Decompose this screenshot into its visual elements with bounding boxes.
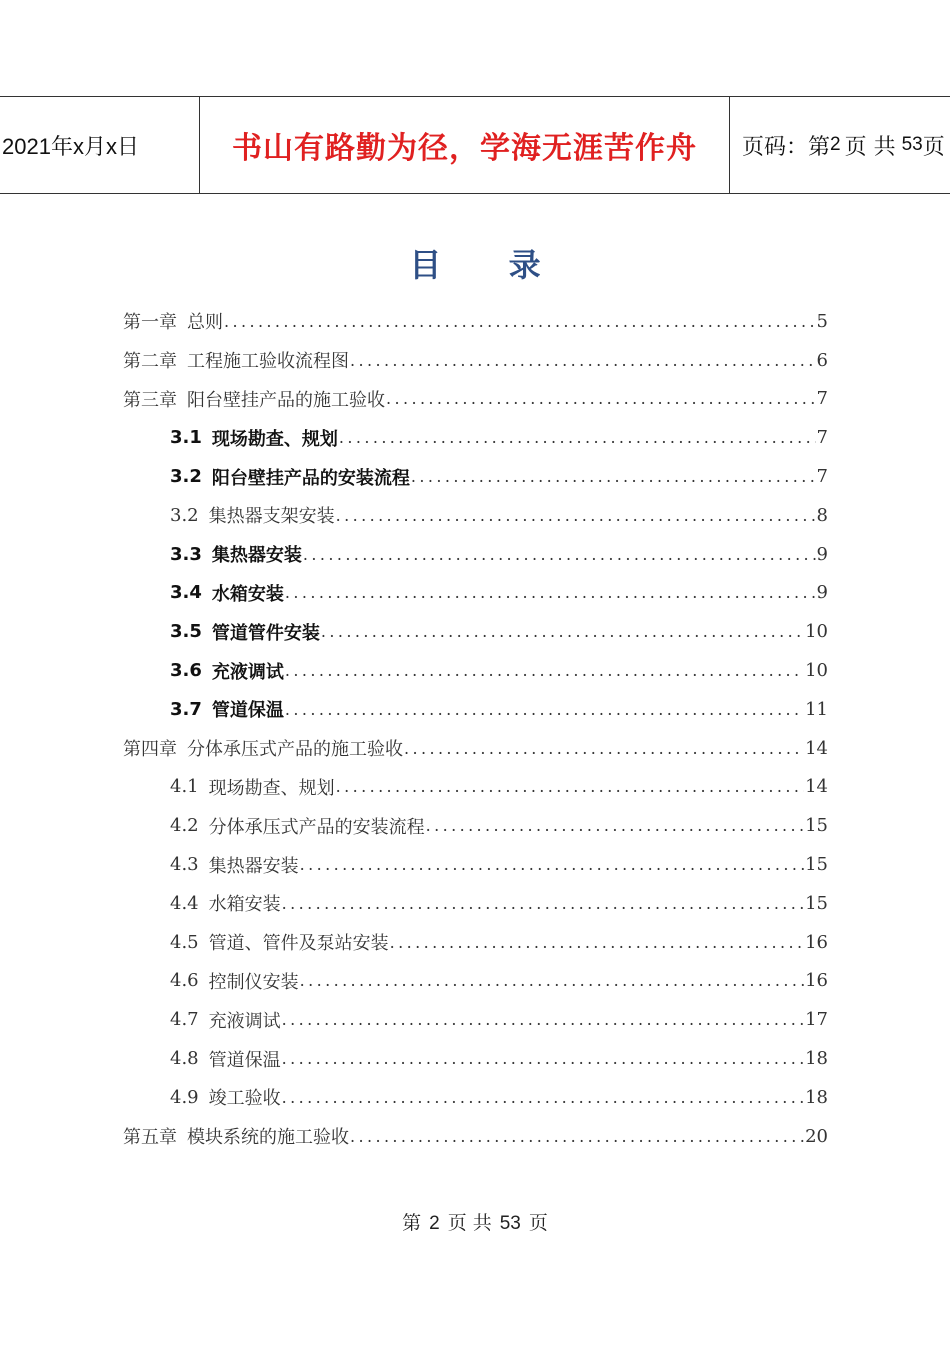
header-motto: 书山有路勤为径，学海无涯苦作舟 bbox=[199, 97, 730, 193]
header-page-current: 2 bbox=[830, 134, 841, 155]
toc-entry-page: 10 bbox=[805, 621, 828, 643]
toc-entry-title: 充液调试 bbox=[208, 1010, 281, 1032]
toc-entry-title: 现场勘查、规划 bbox=[208, 777, 335, 799]
toc-entry-section: 第三章 bbox=[123, 389, 177, 411]
toc-leader-dots bbox=[282, 1049, 804, 1068]
toc-entry-section: 第二章 bbox=[123, 351, 177, 373]
toc-leader-dots bbox=[285, 700, 804, 719]
page-footer bbox=[0, 1208, 950, 1235]
footer-current: 2 bbox=[429, 1213, 440, 1234]
toc-leader-dots bbox=[300, 971, 804, 990]
toc-entry[interactable] bbox=[170, 768, 828, 807]
toc-entry-title: 分体承压式产品的施工验收 bbox=[187, 739, 403, 761]
toc-entry-title: 阳台壁挂产品的安装流程 bbox=[211, 467, 410, 489]
toc-entry-page: 9 bbox=[816, 582, 828, 604]
toc-entry-page: 15 bbox=[805, 854, 828, 876]
toc-entry-section: 3.6 bbox=[170, 660, 202, 682]
toc-leader-dots bbox=[303, 545, 816, 564]
toc-entry-page: 9 bbox=[816, 543, 828, 565]
toc-leader-dots bbox=[321, 622, 804, 641]
toc-entry-section: 第四章 bbox=[123, 739, 177, 761]
toc-entry[interactable] bbox=[170, 806, 828, 845]
toc-entry[interactable] bbox=[123, 1117, 828, 1156]
toc-entry-page: 11 bbox=[805, 698, 828, 720]
toc-entry-title: 控制仪安装 bbox=[208, 971, 299, 993]
toc-entry[interactable] bbox=[123, 302, 828, 341]
toc-entry[interactable] bbox=[123, 341, 828, 380]
toc-leader-dots bbox=[411, 467, 816, 486]
toc-entry-page: 16 bbox=[805, 931, 828, 953]
toc-entry-title: 管道管件安装 bbox=[211, 622, 320, 644]
toc-entry-title: 集热器安装 bbox=[208, 855, 299, 877]
toc-entry[interactable] bbox=[123, 380, 828, 419]
toc-entry[interactable] bbox=[170, 535, 828, 574]
toc-entry-title: 模块系统的施工验收 bbox=[187, 1127, 349, 1149]
toc-entry-section: 4.3 bbox=[170, 854, 199, 876]
toc-entry[interactable] bbox=[170, 884, 828, 923]
toc-leader-dots bbox=[285, 583, 816, 602]
toc-entry-title: 水箱安装 bbox=[211, 583, 284, 605]
footer-prefix: 第 bbox=[402, 1212, 422, 1234]
toc-title: 目 录 bbox=[409, 246, 569, 284]
toc-entry-page: 15 bbox=[805, 892, 828, 914]
toc-leader-dots bbox=[350, 1127, 804, 1146]
toc-entry-page: 14 bbox=[805, 737, 828, 759]
toc-leader-dots bbox=[282, 1010, 804, 1029]
toc-entry[interactable] bbox=[170, 574, 828, 613]
toc-entry-section: 3.3 bbox=[170, 543, 202, 565]
toc-leader-dots bbox=[300, 855, 804, 874]
toc-entry-section: 第一章 bbox=[123, 312, 177, 334]
toc-entry-page: 16 bbox=[805, 970, 828, 992]
toc-entry-title: 管道、管件及泵站安装 bbox=[208, 933, 389, 955]
toc-entry-page: 17 bbox=[805, 1009, 828, 1031]
toc-entry-page: 20 bbox=[805, 1125, 828, 1147]
toc-entry-page: 15 bbox=[805, 815, 828, 837]
toc-entry-title: 集热器支架安装 bbox=[208, 506, 335, 528]
header-page-mid: 页 共 bbox=[844, 134, 896, 160]
toc-leader-dots bbox=[426, 816, 804, 835]
toc-entry[interactable] bbox=[170, 845, 828, 884]
toc-leader-dots bbox=[386, 389, 816, 408]
footer-suffix: 页 bbox=[528, 1212, 548, 1234]
toc-entry-section: 4.2 bbox=[170, 815, 199, 837]
toc-entry-title: 集热器安装 bbox=[211, 545, 302, 567]
toc-entry-page: 18 bbox=[805, 1086, 828, 1108]
toc-entry-title: 管道保温 bbox=[211, 700, 284, 722]
toc-entry-section: 第五章 bbox=[123, 1127, 177, 1149]
toc-leader-dots bbox=[282, 1088, 804, 1107]
page-header bbox=[0, 96, 950, 194]
toc-leader-dots bbox=[224, 312, 816, 331]
toc-entry-section: 4.8 bbox=[170, 1048, 199, 1070]
toc-entry[interactable] bbox=[170, 496, 828, 535]
toc-entry-section: 3.2 bbox=[170, 504, 199, 526]
toc-leader-dots bbox=[350, 351, 816, 370]
toc-entry-page: 10 bbox=[805, 660, 828, 682]
toc-entry-section: 3.7 bbox=[170, 698, 202, 720]
toc-entry[interactable] bbox=[123, 729, 828, 768]
toc-entry-page: 8 bbox=[816, 504, 828, 526]
header-page-suffix: 页 bbox=[922, 134, 945, 160]
toc-entry[interactable] bbox=[170, 962, 828, 1001]
toc-entry[interactable] bbox=[170, 923, 828, 962]
header-date: 2021年x月x日 bbox=[2, 133, 139, 159]
toc-leader-dots bbox=[336, 777, 804, 796]
toc-entry[interactable] bbox=[170, 651, 828, 690]
toc-entry-title: 现场勘查、规划 bbox=[211, 428, 338, 450]
toc-entry[interactable] bbox=[170, 418, 828, 457]
toc-entry-title: 管道保温 bbox=[208, 1049, 281, 1071]
toc-entry-title: 总则 bbox=[187, 312, 223, 334]
toc-entry-title: 水箱安装 bbox=[208, 894, 281, 916]
toc-leader-dots bbox=[336, 506, 816, 525]
toc-entry-page: 7 bbox=[816, 388, 828, 410]
toc-entry[interactable] bbox=[170, 1039, 828, 1078]
toc-entry-title: 充液调试 bbox=[211, 661, 284, 683]
header-page-prefix: 页码：第 bbox=[742, 134, 831, 160]
toc-entry-section: 3.4 bbox=[170, 582, 202, 604]
toc-entry-section: 3.2 bbox=[170, 466, 202, 488]
toc-entry-section: 3.5 bbox=[170, 621, 202, 643]
toc-entry-page: 5 bbox=[816, 310, 828, 332]
toc-entry-section: 4.9 bbox=[170, 1086, 199, 1108]
toc-leader-dots bbox=[282, 894, 804, 913]
toc-entry[interactable] bbox=[170, 457, 828, 496]
toc-entry-page: 14 bbox=[805, 776, 828, 798]
toc-entry-page: 18 bbox=[805, 1048, 828, 1070]
toc-entry-section: 3.1 bbox=[170, 427, 202, 449]
toc-entry-section: 4.5 bbox=[170, 931, 199, 953]
toc-entry-title: 竣工验收 bbox=[208, 1088, 281, 1110]
toc-entry[interactable] bbox=[170, 1078, 828, 1117]
toc-entry-section: 4.6 bbox=[170, 970, 199, 992]
footer-total: 53 bbox=[499, 1213, 521, 1234]
toc-leader-dots bbox=[285, 661, 804, 680]
toc-entry[interactable] bbox=[170, 612, 828, 651]
toc-entry-title: 工程施工验收流程图 bbox=[187, 351, 349, 373]
toc-leader-dots bbox=[404, 739, 804, 758]
toc-entry-page: 7 bbox=[816, 466, 828, 488]
toc-entry-section: 4.1 bbox=[170, 776, 199, 798]
toc-entry-title: 分体承压式产品的安装流程 bbox=[208, 816, 425, 838]
toc-entry-page: 7 bbox=[816, 427, 828, 449]
toc-entry-page: 6 bbox=[816, 349, 828, 371]
footer-mid: 页 共 bbox=[447, 1212, 492, 1234]
header-page-total: 53 bbox=[901, 134, 923, 155]
toc-entry[interactable] bbox=[170, 690, 828, 729]
toc-entry[interactable] bbox=[170, 1000, 828, 1039]
header-page-number bbox=[730, 97, 950, 193]
toc-entry-section: 4.7 bbox=[170, 1009, 199, 1031]
toc-leader-dots bbox=[339, 428, 816, 447]
toc-entry-section: 4.4 bbox=[170, 892, 199, 914]
toc-leader-dots bbox=[390, 933, 804, 952]
toc-entry-title: 阳台壁挂产品的施工验收 bbox=[187, 389, 385, 411]
